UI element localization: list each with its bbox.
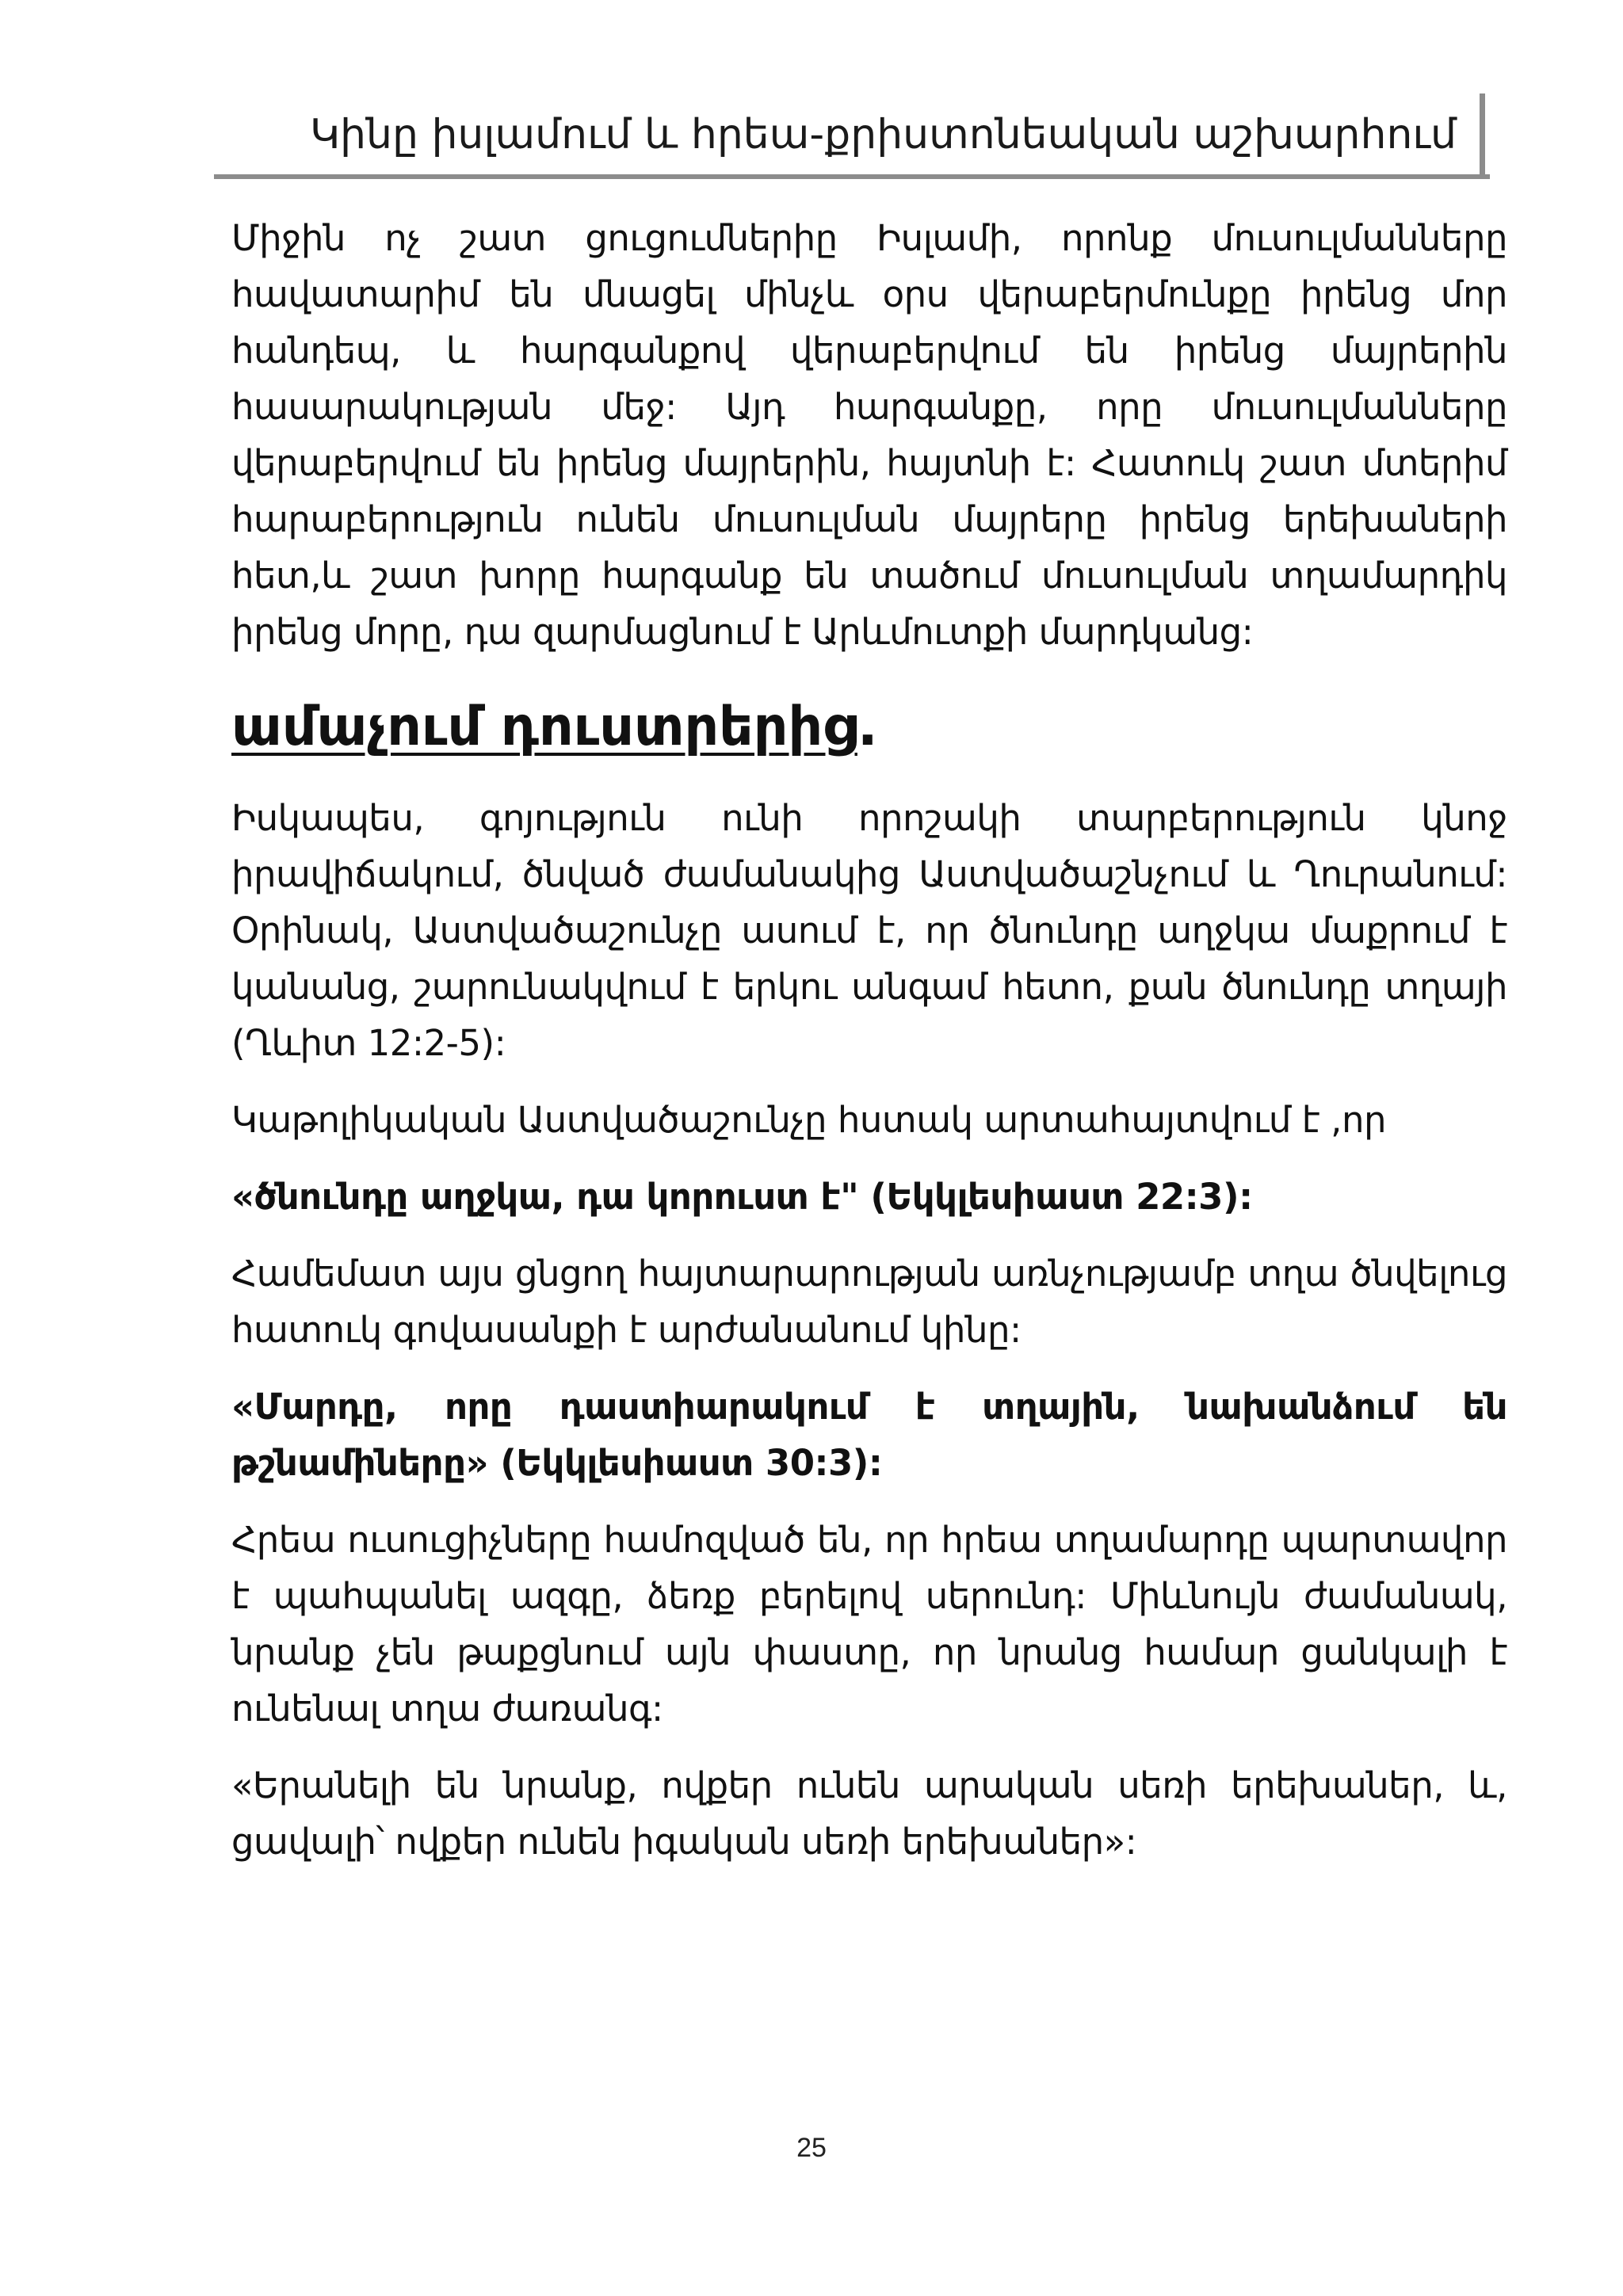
header-vertical-bar <box>1480 93 1485 177</box>
paragraph-3: Կաթոլիկական Աստվածաշունչը հստակ արտահայտվում է ,որ <box>231 1099 1386 1141</box>
paragraph-1: Միջին ոչ շատ ցուցումներիը Իսլամի, որոնք մուսուլմանները հավատարիմ են մնացել մինչև օրս վերաբերմունքը իրենց մոր հանդեպ, և հարգանքով վերաբերվում են իրենց մայրերին հասարակության մեջ: Այդ հարգանքը, որը մուսուլմանները վերաբերվում են իրենց մայրերին, հայտնի է: Հատուկ շատ մտերիմ հարաբերություն ունեն մուսուլման մայրերը իրենց երեխաների հետ,և շատ խորը հարգանք են տածում մուսուլման տղամարդիկ իրենց մորը, դա զարմացնում է Արևմուտքի մարդկանց: <box>231 217 1507 653</box>
running-header <box>214 93 1490 181</box>
main-content <box>231 210 1507 1870</box>
header-rule <box>214 174 1490 179</box>
header-title: Կինը իսլամում և հրեա-քրիստոնեական աշխարհում <box>310 111 1457 158</box>
quote-1: «ծնունդը աղջկա, դա կորուստ է" (Եկկլեսիաստ 22:3): <box>231 1176 1253 1218</box>
paragraph-6: «Երանելի են նրանք, ովքեր ունեն արական սեռի երեխաներ, և, ցավալի՝ ովքեր ունեն իգական սեռի երեխաներ»: <box>231 1764 1507 1863</box>
section-heading-text: ամաչում դուստրերից <box>231 696 857 758</box>
paragraph-4: Համեմատ այս ցնցող հայտարարության առնչությամբ տղա ծնվելուց հատուկ գովասանքի է արժանանում կինը: <box>231 1253 1507 1351</box>
section-heading <box>231 692 1507 763</box>
paragraph-2: Իսկապես, գոյություն ունի որոշակի տարբերություն կնոջ իրավիճակում, ծնված ժամանակից Աստվածաշնչում և Ղուրանում: Օրինակ, Աստվածաշունչը ասում է, որ ծնունդը աղջկա մաքրում է կանանց, շարունակվում է երկու անգամ հետո, քան ծնունդը տղայի (Ղևիտ 12:2-5): <box>231 797 1507 1064</box>
paragraph-5: Հրեա ուսուցիչները համոզված են, որ հրեա տղամարդը պարտավոր է պահպանել ազգը, ձեռք բերելով սերունդ: Միևնույն ժամանակ, նրանք չեն թաքցնում այն փաստը, որ նրանց համար ցանկալի է ունենալ տղա ժառանգ: <box>231 1519 1507 1730</box>
quote-2: «Մարդը, որը դաստիարակում է տղային, նախանձում են թշնամիները» (Եկկլեսիաստ 30:3): <box>231 1386 1507 1484</box>
page-number: 25 <box>796 2133 827 2163</box>
section-heading-period: . <box>857 696 878 758</box>
